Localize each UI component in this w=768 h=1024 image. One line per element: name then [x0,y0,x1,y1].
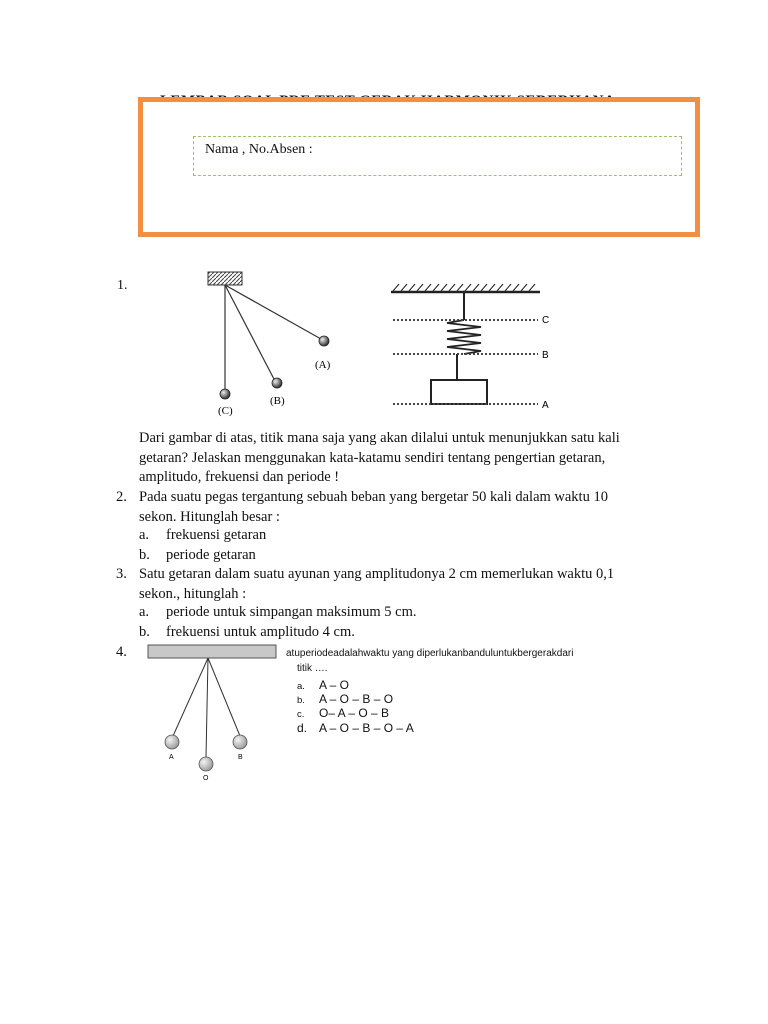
question-3-item-a-letter: a. [139,604,150,620]
option-letter: b. [297,695,305,706]
spring-diagram [385,278,565,413]
pendulum-support [208,272,242,285]
question-3-line: sekon., hitunglah : [139,585,247,602]
question-4-text-line-1: atuperiodeadalahwaktu yang diperlukanbanduluntukbergerakdari [286,648,574,659]
question-3-item-b-text: frekuensi untuk amplitudo 4 cm. [166,624,355,640]
question-4-text-line-2: titik …. [297,663,328,674]
question-1-line: Dari gambar di atas, titik mana saja yang akan dilalui untuk menunjukkan satu kali [139,430,620,446]
pendulum-bob-a [319,336,329,346]
question-4-option-d [297,721,414,735]
abo-bob-a [165,735,179,749]
option-text: A – O – B – O – A [319,721,414,735]
spring-mass [431,380,487,404]
question-2-line: sekon. Hitunglah besar : [139,508,280,525]
abo-label-b: B [238,754,243,761]
pendulum-abo-diagram [140,642,285,784]
pendulum-label-b: (B) [270,395,285,407]
abo-label-o: O [203,775,209,782]
question-3-line: Satu getaran dalam suatu ayunan yang amplitudonya 2 cm memerlukan waktu 0,1 [139,566,615,582]
question-1-line: amplitudo, frekuensi dan periode ! [139,469,340,485]
question-4-option-c [297,706,389,720]
abo-label-a: A [169,754,174,761]
abo-support [148,645,276,658]
spring-label-c: C [542,315,550,326]
option-letter: c. [297,709,305,720]
ceiling-hatch [393,284,535,291]
question-3-text [139,565,699,604]
abo-bob-b [233,735,247,749]
spring-label-b: B [542,350,549,361]
question-1-text [139,429,699,488]
question-3-item-b-letter: b. [139,624,150,640]
pendulum-diagram [180,262,360,422]
question-2-text [139,488,699,527]
question-4-option-b [297,692,393,706]
question-2-item-a-letter: a. [139,527,150,543]
option-letter: a. [297,681,305,692]
pendulum-bob-c [220,389,230,399]
option-letter: d. [297,721,308,735]
question-2-number: 2. [116,489,127,505]
question-4-number: 4. [116,644,127,660]
question-3-number: 3. [116,566,127,582]
question-2-item-b-text: periode getaran [166,547,256,563]
spring-coil [447,320,481,354]
pendulum-bob-b [272,378,282,388]
question-3-item-a-text: periode untuk simpangan maksimum 5 cm. [166,604,417,620]
question-1-number: 1. [117,278,128,293]
question-1-line: getaran? Jelaskan menggunakan kata-katamu sendiri tentang pengertian getaran, [139,449,606,466]
abo-bob-o [199,757,213,771]
option-text: O– A – O – B [319,706,390,720]
pendulum-label-c: (C) [218,405,233,417]
option-text: A – O – B – O [319,692,394,706]
spring-label-a: A [542,400,549,411]
abo-string-o [206,658,208,757]
abo-string-a [173,658,208,736]
option-text: A – O [319,678,350,692]
question-2-item-b-letter: b. [139,547,150,563]
pendulum-label-a: (A) [315,359,331,371]
abo-string-b [208,658,240,736]
question-2-item-a-text: frekuensi getaran [166,527,267,543]
question-2-line: Pada suatu pegas tergantung sebuah beban yang bergetar 50 kali dalam waktu 10 [139,489,608,505]
question-4-option-a [297,678,349,692]
name-field-label: Nama , No.Absen : [205,142,313,157]
